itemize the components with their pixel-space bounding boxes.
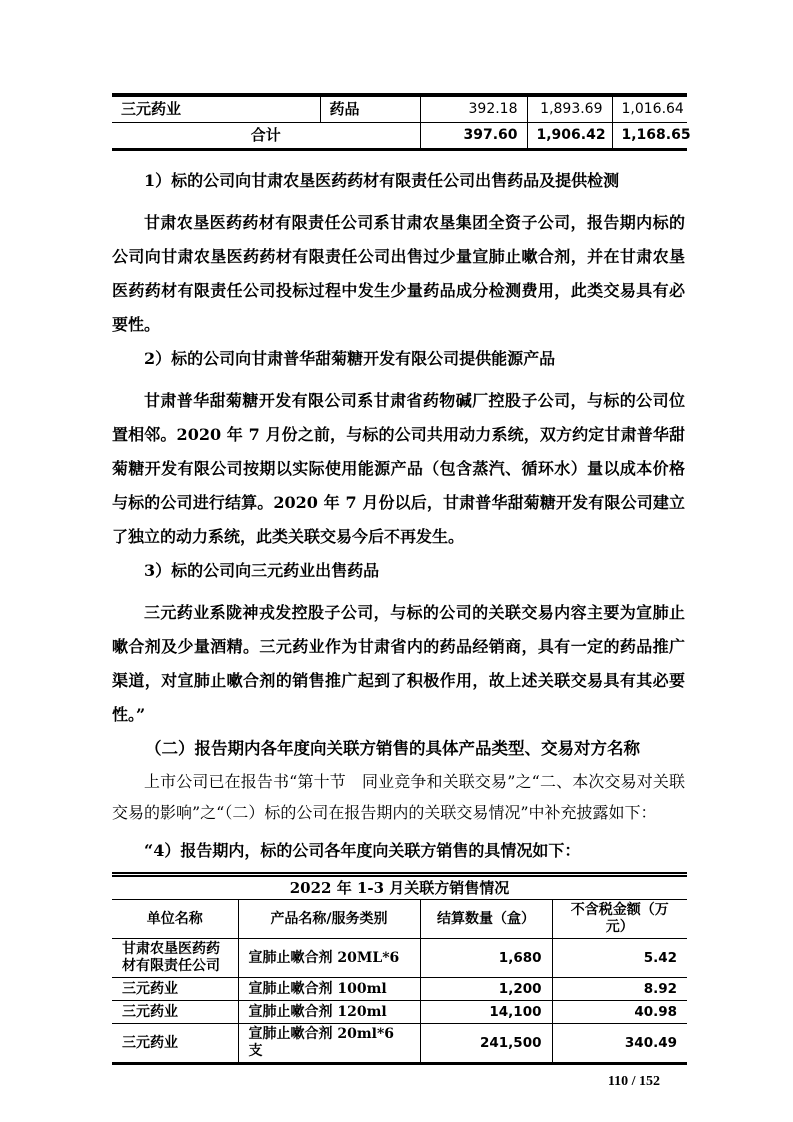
cell-amount: 40.98 — [552, 1001, 687, 1024]
cell-unit-name: 三元药业 — [112, 95, 320, 123]
cell-value-1: 392.18 — [420, 95, 527, 123]
cell-unit-name: 三元药业 — [112, 1001, 238, 1024]
table-row — [112, 978, 687, 1001]
subsection-heading-1: 1）标的公司向甘肃农垦医药药材有限责任公司出售药品及提供检测 — [144, 171, 620, 190]
cell-amount: 5.42 — [552, 939, 687, 978]
subsection-heading-3: 3）标的公司向三元药业出售药品 — [144, 561, 380, 580]
cell-product: 宣肺止嗽合剂 120ml — [238, 1001, 420, 1024]
cell-product: 宣肺止嗽合剂 20ml*6 支 — [238, 1024, 420, 1064]
cell-product-type: 药品 — [320, 95, 420, 123]
cell-quantity: 241,500 — [420, 1024, 552, 1064]
related-party-sales-table — [112, 872, 687, 1065]
cell-unit-name: 甘肃农垦医药药材有限责任公司 — [112, 939, 238, 978]
table-title: 2022 年 1-3 月关联方销售情况 — [112, 875, 687, 900]
section-two-paragraph: 上市公司已在报告书“第十节 同业竞争和关联交易”之“二、本次交易对关联交易的影响”之“（二）标的公司在报告期内的关联交易情况”中补充披露如下： — [112, 772, 685, 822]
cell-value-3: 1,016.64 — [612, 95, 687, 123]
table-row — [112, 1001, 687, 1024]
paragraph-1: 甘肃农垦医药药材有限责任公司系甘肃农垦集团全资子公司，报告期内标的公司向甘肃农垦医药药材有限责任公司出售过少量宣肺止嗽合剂，并在甘肃农垦医药药材有限责任公司投标过程中发生少量药品成分检测费用，此类交易具有必要性。 — [112, 213, 685, 334]
cell-product: 宣肺止嗽合剂 100ml — [238, 978, 420, 1001]
cell-quantity: 1,200 — [420, 978, 552, 1001]
header-settlement-qty: 结算数量（盒） — [420, 900, 552, 939]
table-row — [112, 95, 687, 123]
cell-total-1: 397.60 — [420, 123, 527, 150]
cell-product: 宣肺止嗽合剂 20ML*6 — [238, 939, 420, 978]
cell-amount: 340.49 — [552, 1024, 687, 1064]
table-header-row — [112, 900, 687, 939]
section-two-heading: （二）报告期内各年度向关联方销售的具体产品类型、交易对方名称 — [145, 739, 640, 758]
cell-unit-name: 三元药业 — [112, 978, 238, 1001]
header-unit-name: 单位名称 — [112, 900, 238, 939]
header-product-service: 产品名称/服务类别 — [238, 900, 420, 939]
cell-total-3: 1,168.65 — [612, 123, 687, 150]
table-row — [112, 1024, 687, 1064]
table-title-row — [112, 875, 687, 900]
cell-value-2: 1,893.69 — [527, 95, 612, 123]
section-two-subheading: “4）报告期内，标的公司各年度向关联方销售的具情况如下： — [144, 841, 581, 860]
cell-unit-name: 三元药业 — [112, 1024, 238, 1064]
table-row — [112, 939, 687, 978]
continued-summary-table — [112, 93, 691, 151]
paragraph-2: 甘肃普华甜菊糖开发有限公司系甘肃省药物碱厂控股子公司，与标的公司位置相邻。2020 年 7 月份之前，与标的公司共用动力系统，双方约定甘肃普华甜菊糖开发有限公司按期以实际使用能源产品（包含蒸汽、循环水）量以成本价格与标的公司进行结算。2020 年 7 月份以后，甘肃普华甜菊糖开发有限公司建立了独立的动力系统，此类关联交易今后不再发生。 — [112, 391, 685, 546]
paragraph-3: 三元药业系陇神戎发控股子公司，与标的公司的关联交易内容主要为宣肺止嗽合剂及少量酒精。三元药业作为甘肃省内的药品经销商，具有一定的药品推广渠道，对宣肺止嗽合剂的销售推广起到了积极作用，故上述关联交易具有其必要性。” — [112, 603, 685, 724]
cell-total-label: 合计 — [112, 123, 420, 150]
subsection-heading-2: 2）标的公司向甘肃普华甜菊糖开发有限公司提供能源产品 — [144, 349, 556, 368]
page-number: 110 / 152 — [607, 1074, 660, 1089]
header-amount-excl-tax: 不含税金额（万元） — [552, 900, 687, 939]
cell-quantity: 1,680 — [420, 939, 552, 978]
cell-total-2: 1,906.42 — [527, 123, 612, 150]
cell-quantity: 14,100 — [420, 1001, 552, 1024]
table-total-row — [112, 123, 687, 150]
cell-amount: 8.92 — [552, 978, 687, 1001]
